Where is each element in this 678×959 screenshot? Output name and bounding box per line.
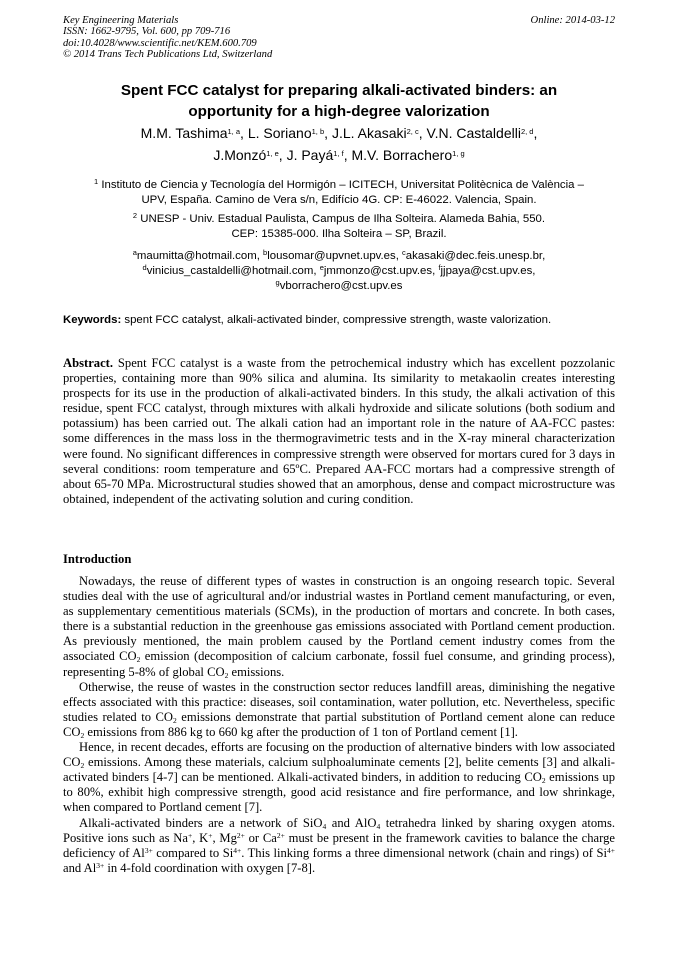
- text-run: tetrahedra linked by sharing oxygen atoms. Positive ions such as Na: [63, 815, 615, 845]
- superscript: 3+: [96, 860, 105, 870]
- affiliation-2-line-2: CEP: 15385-000. Ilha Solteira – SP, Brazil.: [231, 228, 447, 241]
- email-address[interactable]: akasaki@dec.feis.unesp.br: [405, 250, 543, 262]
- author-separator: ,: [324, 125, 332, 141]
- copyright-line: © 2014 Trans Tech Publications Ltd, Switzerland: [63, 49, 273, 61]
- abstract: [63, 356, 615, 507]
- author-name: M.V. Borrachero: [351, 146, 453, 163]
- text-run: . This linking forms a three dimensional network (chain and rings) of Si: [241, 845, 607, 860]
- affiliation-text: UNESP - Univ. Estadual Paulista, Campus de Ilha Solteira. Alameda Bahia, 550.: [137, 213, 546, 225]
- affiliation-1: [63, 178, 615, 208]
- superscript: 2+: [276, 830, 285, 840]
- email-mark: a: [132, 248, 137, 257]
- email-mark: d: [142, 263, 147, 273]
- author-affiliation-mark: 1, b: [311, 127, 325, 136]
- subscript: 4: [376, 821, 381, 831]
- section-heading-introduction: Introduction: [63, 552, 132, 566]
- email-mark: c: [402, 248, 406, 257]
- subscript: 4: [322, 821, 327, 831]
- email-list: [63, 249, 615, 295]
- superscript: 4+: [607, 845, 615, 855]
- author-affiliation-mark: 2, d: [520, 127, 534, 136]
- email-separator: ,: [542, 250, 546, 262]
- author-affiliation-mark: 1, g: [452, 148, 465, 158]
- issn-line: ISSN: 1662-9795, Vol. 600, pp 709-716: [63, 26, 231, 38]
- email-separator: ,: [395, 250, 403, 262]
- keywords-label: Keywords:: [63, 314, 122, 326]
- text-run: emissions demonstrate that partial substitution of Portland cement alone can reduce CO: [63, 709, 615, 739]
- text-run: Otherwise, the reuse of wastes in the construction sector reduces landfill areas, diminishing the negative effects associated with this practice: diseases, soil contamination, water pollution, etc. Nevertheless, specific studies related to CO: [63, 679, 615, 724]
- author-name: J.L. Akasaki: [331, 125, 407, 141]
- affiliation-mark: 2: [132, 211, 138, 220]
- text-run: emissions. Among these materials, calcium sulphoaluminate cements [2], belite cements [3] and alkali-activated binders [4-7] can be mentioned. Alkali-activated binders, in addition to reducing CO: [63, 755, 615, 785]
- paper-title: [63, 80, 615, 122]
- text-run: in 4-fold coordination with oxygen [7-8].: [104, 860, 316, 875]
- text-run: and AlO: [326, 815, 377, 830]
- journal-name: Key Engineering Materials: [63, 15, 179, 26]
- email-line-1: [63, 249, 615, 264]
- subscript: 2: [80, 761, 85, 771]
- subscript: 2: [136, 655, 141, 665]
- author-name: V.N. Castaldelli: [426, 125, 521, 141]
- author-separator: ,: [343, 146, 352, 163]
- affiliation-2: [63, 212, 615, 242]
- email-separator: ,: [313, 265, 320, 278]
- author-affiliation-mark: 1, a: [227, 127, 241, 136]
- author-name: J. Payá: [286, 146, 334, 163]
- email-address[interactable]: maumitta@hotmail.com: [136, 250, 257, 262]
- superscript: 3+: [144, 845, 153, 855]
- text-run: must be present in the framework cavities to balance the charge deficiency of Al: [63, 830, 615, 860]
- doi-line: doi:10.4028/www.scientific.net/KEM.600.709: [63, 37, 257, 49]
- introduction-body: [63, 574, 615, 876]
- text-run: Alkali-activated binders are a network of SiO: [79, 815, 323, 830]
- subscript: 2: [80, 730, 85, 740]
- journal-header: [63, 15, 615, 61]
- email-mark: g: [275, 278, 280, 288]
- email-address[interactable]: lousomar@upvnet.upv.es: [267, 250, 396, 262]
- intro-paragraph-3: [63, 740, 615, 815]
- email-address[interactable]: jmmonzo@cst.upv.es: [323, 265, 433, 278]
- superscript: 2+: [236, 830, 245, 840]
- author-line-1: [63, 123, 615, 145]
- author-name: J.Monzó: [213, 146, 267, 163]
- keywords-text: spent FCC catalyst, alkali-activated binder, compressive strength, waste valorization.: [121, 314, 552, 326]
- email-line-3: [63, 279, 615, 294]
- author-affiliation-mark: 1, f: [333, 148, 344, 158]
- abstract-label: Abstract.: [63, 356, 114, 370]
- email-separator: ,: [432, 265, 439, 278]
- author-name: M.M. Tashima: [140, 125, 228, 141]
- author-list: [63, 123, 615, 166]
- intro-paragraph-1: [63, 574, 615, 680]
- text-run: emissions from 886 kg to 660 kg after the production of 1 ton of Portland cement [1].: [84, 724, 518, 739]
- superscript: +: [187, 830, 193, 840]
- email-separator: ,: [532, 265, 536, 278]
- email-mark: e: [319, 263, 324, 273]
- keywords: [63, 313, 615, 328]
- online-date: Online: 2014-03-12: [530, 15, 615, 26]
- email-address[interactable]: vborrachero@cst.upv.es: [279, 280, 403, 293]
- text-run: and Al: [63, 860, 97, 875]
- email-separator: ,: [256, 250, 264, 262]
- affiliation-mark: 1: [94, 177, 99, 186]
- author-line-2: [63, 145, 615, 167]
- text-run: , K: [192, 830, 209, 845]
- text-run: Hence, in recent decades, efforts are focusing on the production of alternative binders with low associated CO: [63, 740, 615, 770]
- email-address[interactable]: jjpaya@cst.upv.es: [440, 265, 533, 278]
- intro-paragraph-2: [63, 680, 615, 740]
- text-run: emissions.: [228, 664, 285, 679]
- email-mark: b: [263, 248, 268, 257]
- intro-paragraph-4: [63, 816, 615, 876]
- superscript: +: [208, 830, 213, 840]
- email-mark: f: [438, 263, 441, 273]
- author-name: L. Soriano: [247, 125, 312, 141]
- author-separator: ,: [533, 125, 538, 141]
- text-run: , Mg: [212, 830, 237, 845]
- affiliation-1-line-1: [63, 178, 615, 193]
- author-affiliation-mark: 2, c: [406, 127, 419, 136]
- subscript: 2: [173, 715, 177, 725]
- text-run: compared to Si: [152, 845, 234, 860]
- subscript: 2: [541, 776, 546, 786]
- affiliation-1-line-2: UPV, España. Camino de Vera s/n, Edifício 4G. CP: E-46022. Valencia, Spain.: [141, 194, 537, 207]
- author-separator: ,: [418, 125, 427, 141]
- text-run: emissions up to 80%, exhibit high compressive strength, good acid resistance and fire performance, and low shrinkage, when compared to Portland cement [7].: [63, 770, 615, 815]
- author-separator: ,: [278, 146, 287, 163]
- title-line-2: opportunity for a high-degree valorization: [188, 103, 490, 120]
- text-run: Nowadays, the reuse of different types of wastes in construction is an ongoing research topic. Several studies deal with the use of agricultural and/or industrial wastes in Portland cement manufacturing, or even, as supplementary cementitious materials (SCMs), in the production of mortars and concrete. In both cases, there is a substantial reduction in the greenhouse gas emissions associated with Portland cement production. As previously mentioned, the main problem caused by the Portland cement industry comes from the associated CO: [63, 574, 615, 664]
- author-affiliation-mark: 1, e: [266, 148, 279, 158]
- text-run: emission (decomposition of calcium carbonate, fossil fuel consume, and grinding process), representing 5-8% of global CO: [63, 649, 615, 679]
- email-line-2: [63, 264, 615, 279]
- title-line-1: Spent FCC catalyst for preparing alkali-activated binders: an: [120, 82, 558, 99]
- affiliation-2-line-1: [63, 212, 615, 227]
- affiliation-text: Instituto de Ciencia y Tecnología del Hormigón – ICITECH, Universitat Politècnica de València –: [98, 179, 584, 191]
- email-address[interactable]: vinicius_castaldelli@hotmail.com: [146, 265, 314, 278]
- superscript: 4+: [233, 845, 242, 855]
- subscript: 2: [224, 670, 229, 680]
- text-run: or Ca: [244, 830, 277, 845]
- abstract-text: Spent FCC catalyst is a waste from the petrochemical industry which has excellent pozzolanic properties, containing more than 90% silica and alumina. Its similarity to metakaolin creates interesting prospects for its use in the production of alkali-activated binders. In this study, the alkali activation of this residue, spent FCC catalyst, through mixtures with alkali hydroxide and silicate solutions (both sodium and potassium) has been carried out. The alkali cation had an important role in the nature of AA-FCC pastes: some differences in the mass loss in the thermogravimetric tests and in the X-ray mineral characterization were found. No significant differences in compressive strength were observed for mortars cured for 3 days in several conditions: room temperature and 65ºC. Prepared AA-FCC mortars had a compressive strength of about 65-70 MPa. Microstructural studies showed that an amorphous, dense and compact microstructure was obtained, independent of the activating solution and curing condition.: [63, 356, 615, 506]
- author-separator: ,: [240, 125, 248, 141]
